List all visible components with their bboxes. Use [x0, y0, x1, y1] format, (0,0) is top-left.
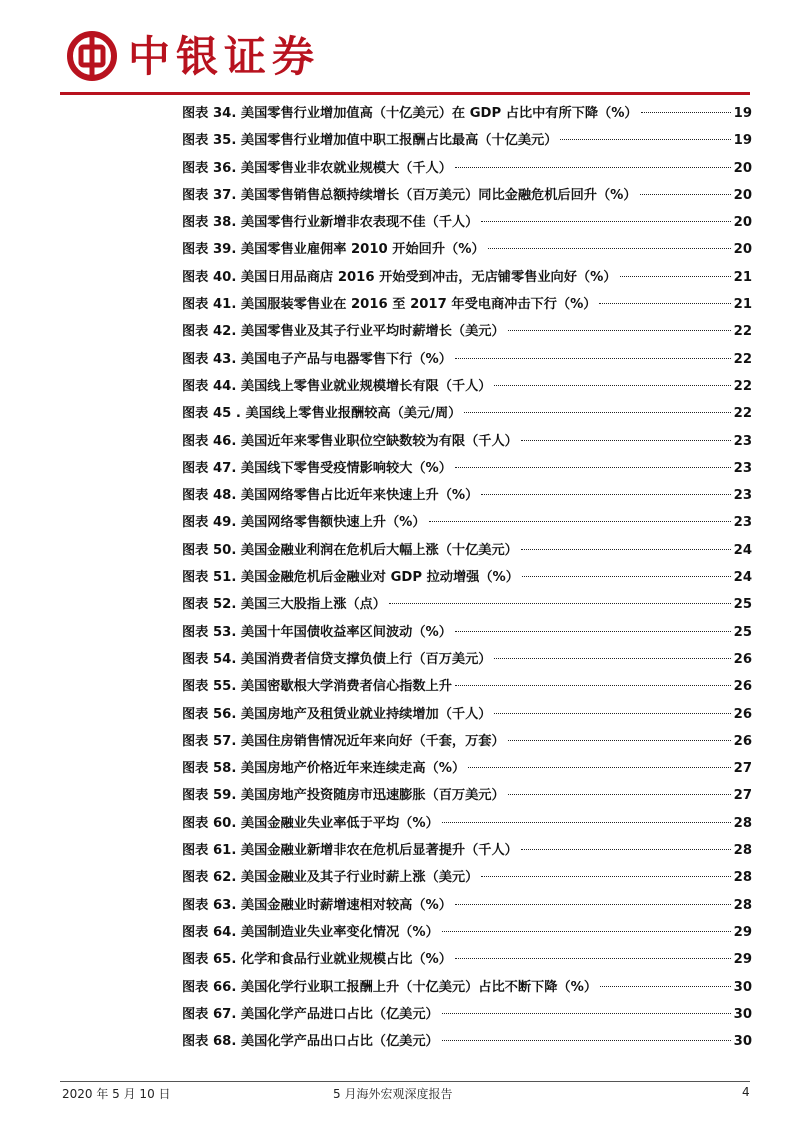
- toc-entry[interactable]: [182, 619, 752, 646]
- toc-entry-page[interactable]: 22: [733, 324, 752, 340]
- toc-entry-page[interactable]: 26: [733, 679, 752, 695]
- toc-leader-dots: [429, 520, 731, 522]
- toc-leader-dots: [508, 793, 731, 795]
- toc-leader-dots: [468, 766, 731, 768]
- toc-entry-label[interactable]: 图表 61. 美国金融业新增非农在危机后显著提升（千人）: [182, 843, 518, 859]
- toc-entry-label[interactable]: 图表 62. 美国金融业及其子行业时薪上涨（美元）: [182, 870, 479, 886]
- toc-entry-label[interactable]: 图表 54. 美国消费者信贷支撑负债上行（百万美元）: [182, 651, 492, 667]
- toc-leader-dots: [640, 193, 731, 195]
- toc-entry-page[interactable]: 20: [733, 242, 752, 258]
- toc-entry[interactable]: [182, 537, 752, 564]
- toc-leader-dots: [442, 1012, 731, 1014]
- figure-list: [182, 100, 752, 1055]
- toc-entry[interactable]: [182, 974, 752, 1001]
- toc-entry-label[interactable]: 图表 43. 美国电子产品与电器零售下行（%）: [182, 351, 452, 367]
- toc-entry-label[interactable]: 图表 47. 美国线下零售受疫情影响较大（%）: [182, 460, 452, 476]
- toc-entry[interactable]: [182, 400, 752, 427]
- toc-entry[interactable]: [182, 509, 752, 536]
- toc-entry-label[interactable]: 图表 42. 美国零售业及其子行业平均时薪增长（美元）: [182, 324, 505, 340]
- toc-entry[interactable]: [182, 428, 752, 455]
- toc-entry-page[interactable]: 19: [733, 133, 752, 149]
- toc-leader-dots: [508, 329, 731, 331]
- toc-entry[interactable]: [182, 127, 752, 154]
- toc-entry-page[interactable]: 30: [733, 1006, 752, 1022]
- toc-leader-dots: [389, 602, 731, 604]
- toc-leader-dots: [522, 575, 731, 577]
- toc-leader-dots: [599, 302, 730, 304]
- toc-entry[interactable]: [182, 1028, 752, 1055]
- footer-report-title: 5 月海外宏观深度报告: [333, 1087, 453, 1101]
- footer-divider: [60, 1081, 750, 1082]
- toc-leader-dots: [455, 684, 731, 686]
- toc-entry-label[interactable]: 图表 46. 美国近年来零售业职位空缺数较为有限（千人）: [182, 433, 518, 449]
- header-divider: [60, 92, 750, 95]
- toc-entry-page[interactable]: 28: [733, 815, 752, 831]
- toc-entry-page[interactable]: 22: [733, 406, 752, 422]
- toc-entry-page[interactable]: 23: [733, 515, 752, 531]
- toc-leader-dots: [455, 357, 731, 359]
- toc-entry-page[interactable]: 24: [733, 570, 752, 586]
- toc-leader-dots: [521, 439, 731, 441]
- toc-entry-page[interactable]: 26: [733, 651, 752, 667]
- toc-leader-dots: [455, 903, 731, 905]
- toc-entry-page[interactable]: 27: [733, 788, 752, 804]
- toc-entry-label[interactable]: 图表 44. 美国线上零售业就业规模增长有限（千人）: [182, 378, 492, 394]
- toc-entry-page[interactable]: 23: [733, 460, 752, 476]
- bank-of-china-logo-icon: [66, 30, 118, 82]
- toc-leader-dots: [442, 930, 731, 932]
- toc-leader-dots: [455, 466, 731, 468]
- toc-entry[interactable]: [182, 455, 752, 482]
- toc-leader-dots: [620, 275, 731, 277]
- toc-entry-label[interactable]: 图表 49. 美国网络零售额快速上升（%）: [182, 515, 426, 531]
- toc-entry-label[interactable]: 图表 38. 美国零售行业新增非农表现不佳（千人）: [182, 215, 479, 231]
- toc-entry-page[interactable]: 28: [733, 870, 752, 886]
- toc-leader-dots: [521, 548, 731, 550]
- toc-entry[interactable]: [182, 182, 752, 209]
- toc-entry[interactable]: [182, 482, 752, 509]
- toc-leader-dots: [560, 138, 730, 140]
- toc-entry-page[interactable]: 27: [733, 761, 752, 777]
- toc-entry-page[interactable]: 26: [733, 733, 752, 749]
- toc-entry-label[interactable]: 图表 37. 美国零售销售总额持续增长（百万美元）同比金融危机后回升（%）: [182, 187, 637, 203]
- toc-entry-page[interactable]: 28: [733, 897, 752, 913]
- toc-entry-label[interactable]: 图表 50. 美国金融业利润在危机后大幅上涨（十亿美元）: [182, 542, 518, 558]
- toc-entry-label[interactable]: 图表 52. 美国三大股指上涨（点）: [182, 597, 386, 613]
- toc-entry[interactable]: [182, 646, 752, 673]
- toc-entry-page[interactable]: 22: [733, 351, 752, 367]
- toc-entry[interactable]: [182, 810, 752, 837]
- toc-entry[interactable]: [182, 1001, 752, 1028]
- toc-leader-dots: [455, 166, 731, 168]
- toc-entry-label[interactable]: 图表 64. 美国制造业失业率变化情况（%）: [182, 924, 439, 940]
- toc-leader-dots: [494, 712, 730, 714]
- toc-entry-page[interactable]: 22: [733, 378, 752, 394]
- toc-entry-label[interactable]: 图表 36. 美国零售业非农就业规模大（千人）: [182, 160, 452, 176]
- toc-leader-dots: [442, 821, 731, 823]
- toc-entry-label[interactable]: 图表 63. 美国金融业时薪增速相对较高（%）: [182, 897, 452, 913]
- toc-entry[interactable]: [182, 209, 752, 236]
- toc-entry[interactable]: [182, 892, 752, 919]
- toc-entry-page[interactable]: 21: [733, 269, 752, 285]
- toc-entry-page[interactable]: 28: [733, 843, 752, 859]
- toc-entry-page[interactable]: 24: [733, 542, 752, 558]
- toc-entry-label[interactable]: 图表 41. 美国服装零售业在 2016 至 2017 年受电商冲击下行（%）: [182, 297, 597, 313]
- toc-leader-dots: [455, 630, 731, 632]
- toc-entry[interactable]: [182, 564, 752, 591]
- toc-entry-page[interactable]: 29: [733, 952, 752, 968]
- toc-entry[interactable]: [182, 318, 752, 345]
- toc-entry-label[interactable]: 图表 57. 美国住房销售情况近年来向好（千套，万套）: [182, 733, 505, 749]
- toc-entry-label[interactable]: 图表 60. 美国金融业失业率低于平均（%）: [182, 815, 439, 831]
- toc-leader-dots: [641, 111, 731, 113]
- toc-leader-dots: [481, 493, 730, 495]
- toc-entry[interactable]: [182, 591, 752, 618]
- toc-entry[interactable]: [182, 782, 752, 809]
- toc-entry-page[interactable]: 29: [733, 924, 752, 940]
- toc-entry-page[interactable]: 30: [733, 1034, 752, 1050]
- toc-entry-label[interactable]: 图表 53. 美国十年国债收益率区间波动（%）: [182, 624, 452, 640]
- toc-entry-page[interactable]: 23: [733, 433, 752, 449]
- toc-leader-dots: [455, 957, 731, 959]
- toc-entry[interactable]: [182, 837, 752, 864]
- toc-entry[interactable]: [182, 155, 752, 182]
- toc-entry-label[interactable]: 图表 48. 美国网络零售占比近年来快速上升（%）: [182, 488, 479, 504]
- toc-leader-dots: [442, 1039, 731, 1041]
- toc-entry-label[interactable]: 图表 65. 化学和食品行业就业规模占比（%）: [182, 952, 452, 968]
- toc-entry[interactable]: [182, 100, 752, 127]
- toc-entry-label[interactable]: 图表 66. 美国化学行业职工报酬上升（十亿美元）占比不断下降（%）: [182, 979, 598, 995]
- toc-entry[interactable]: [182, 673, 752, 700]
- toc-leader-dots: [494, 384, 730, 386]
- toc-entry-label[interactable]: 图表 58. 美国房地产价格近年来连续走高（%）: [182, 761, 466, 777]
- toc-entry-label[interactable]: 图表 39. 美国零售业雇佣率 2010 开始回升（%）: [182, 242, 485, 258]
- toc-entry[interactable]: [182, 755, 752, 782]
- toc-leader-dots: [488, 247, 731, 249]
- toc-entry-page[interactable]: 25: [733, 624, 752, 640]
- toc-entry[interactable]: [182, 373, 752, 400]
- toc-entry[interactable]: [182, 864, 752, 891]
- toc-leader-dots: [600, 985, 731, 987]
- footer-page-number: 4: [742, 1085, 750, 1099]
- toc-entry[interactable]: [182, 701, 752, 728]
- toc-entry-page[interactable]: 30: [733, 979, 752, 995]
- toc-leader-dots: [464, 411, 730, 413]
- toc-entry-label[interactable]: 图表 45 . 美国线上零售业报酬较高（美元/周）: [182, 406, 462, 422]
- toc-leader-dots: [521, 848, 731, 850]
- toc-entry-label[interactable]: 图表 34. 美国零售行业增加值高（十亿美元）在 GDP 占比中有所下降（%）: [182, 106, 638, 121]
- toc-leader-dots: [481, 875, 730, 877]
- toc-entry-label[interactable]: 图表 67. 美国化学产品进口占比（亿美元）: [182, 1006, 439, 1022]
- toc-entry-label[interactable]: 图表 40. 美国日用品商店 2016 开始受到冲击，无店铺零售业向好（%）: [182, 269, 617, 285]
- toc-entry-label[interactable]: 图表 56. 美国房地产及租赁业就业持续增加（千人）: [182, 706, 492, 722]
- toc-entry[interactable]: [182, 946, 752, 973]
- toc-entry[interactable]: [182, 264, 752, 291]
- toc-entry-label[interactable]: 图表 35. 美国零售行业增加值中职工报酬占比最高（十亿美元）: [182, 133, 558, 149]
- toc-entry-page[interactable]: 26: [733, 706, 752, 722]
- toc-entry[interactable]: [182, 236, 752, 263]
- toc-entry-page[interactable]: 20: [733, 160, 752, 176]
- toc-entry-label[interactable]: 图表 68. 美国化学产品出口占比（亿美元）: [182, 1034, 439, 1050]
- toc-entry-label[interactable]: 图表 51. 美国金融危机后金融业对 GDP 拉动增强（%）: [182, 570, 519, 586]
- toc-leader-dots: [508, 739, 731, 741]
- toc-entry-page[interactable]: 25: [733, 597, 752, 613]
- toc-entry-label[interactable]: 图表 59. 美国房地产投资随房市迅速膨胀（百万美元）: [182, 788, 505, 804]
- toc-entry[interactable]: [182, 728, 752, 755]
- toc-entry-page[interactable]: 19: [733, 106, 752, 121]
- toc-entry-page[interactable]: 20: [733, 187, 752, 203]
- toc-leader-dots: [481, 220, 730, 222]
- toc-entry-page[interactable]: 21: [733, 297, 752, 313]
- toc-entry[interactable]: [182, 919, 752, 946]
- toc-leader-dots: [494, 657, 730, 659]
- page-header: [0, 0, 800, 96]
- toc-entry-page[interactable]: 20: [733, 215, 752, 231]
- toc-entry[interactable]: [182, 291, 752, 318]
- footer-date: 2020 年 5 月 10 日: [62, 1087, 171, 1101]
- toc-entry-label[interactable]: 图表 55. 美国密歇根大学消费者信心指数上升: [182, 679, 452, 695]
- toc-entry[interactable]: [182, 346, 752, 373]
- brand-name: 中银证券: [128, 32, 321, 81]
- toc-entry-page[interactable]: 23: [733, 488, 752, 504]
